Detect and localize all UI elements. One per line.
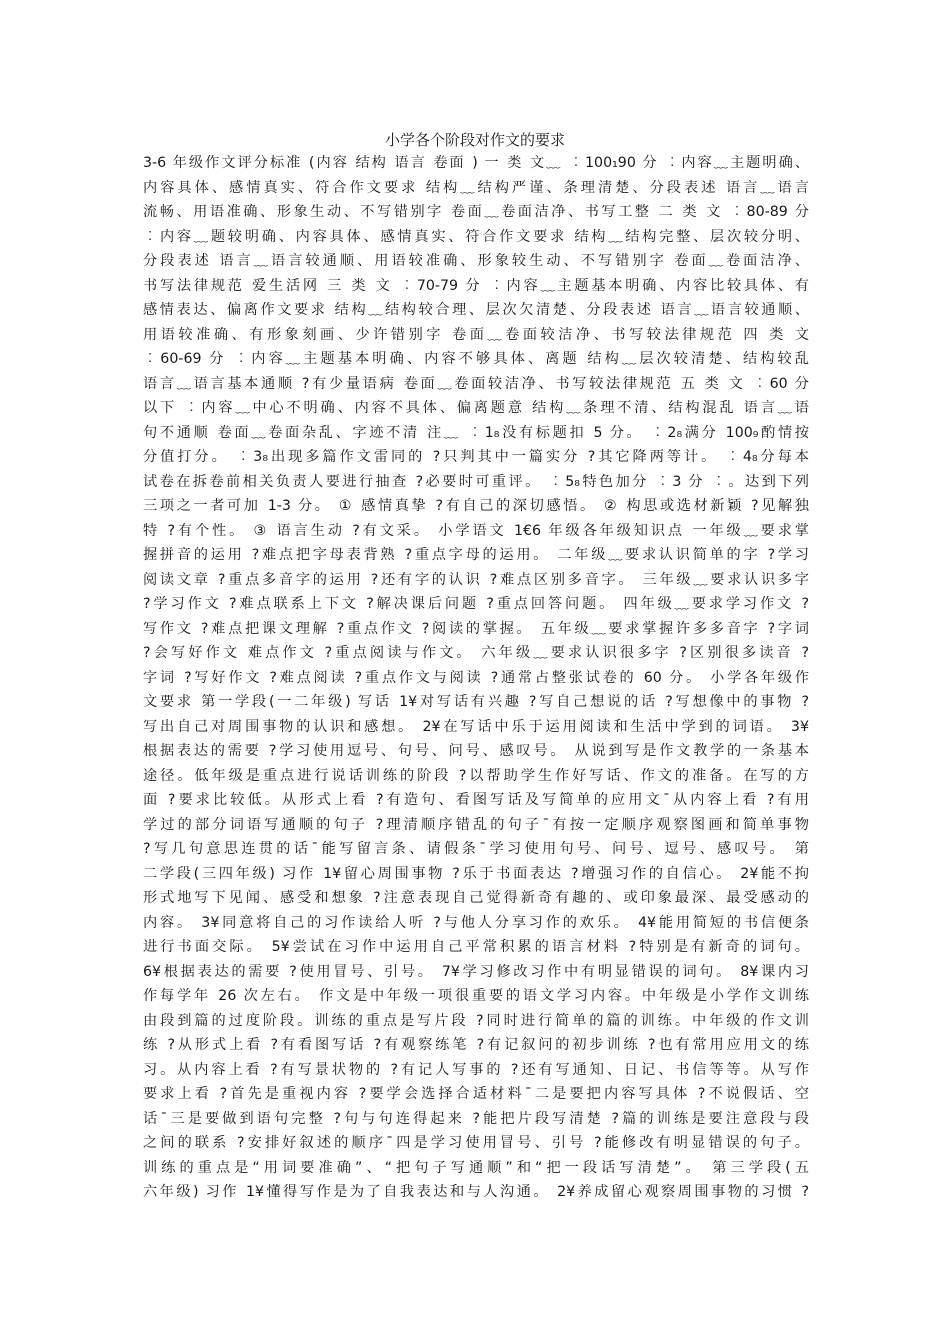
- body-text-line: 根据表达的需要 ?学习使用逗号、句号、问号、感叹号。 从说到写是作文教学的一条基本: [143, 743, 809, 759]
- body-text-line: 三项之一者可加 1-3 分。 ① 感情真挚 ?有自己的深切感悟。 ② 构思或选材新颖 ?见解独: [143, 498, 809, 514]
- body-text-line: 分段表述 语言﹏语言较通顺、用语较准确、形象较生动、不写错别字 卷面﹏卷面洁净、: [143, 253, 809, 269]
- body-text-line: 流畅、用语准确、形象生动、不写错别字 卷面﹏卷面洁净、书写工整 二 类 文 ︰80-89 分: [143, 204, 809, 220]
- document-title: 小学各个阶段对作文的要求: [384, 131, 565, 149]
- body-text-line: 语言﹏语言基本通顺 ?有少量语病 卷面﹏卷面较洁净、书写较法律规范 五 类 文 ︰60 分: [143, 375, 809, 392]
- body-text-line: 之间的联系 ?安排好叙述的顺序¯四是学习使用冒号、引号 ?能修改有明显错误的句子。: [143, 1135, 809, 1151]
- body-text-line: 习。从内容上看 ?有写景状物的 ?有记人写事的 ?还有写通知、日记、书信等等。从写作: [143, 1061, 809, 1078]
- body-text-line: 写作文 ?难点把课文理解 ?重点作文 ?阅读的掌握。 五年级﹏要求掌握许多多音字 ?字词: [143, 620, 809, 637]
- body-text-line: 阅读文章 ?重点多音字的运用 ?还有字的认识 ?难点区别多音字。 三年级﹏要求认识多字: [143, 571, 809, 588]
- body-text-line: ?写几句意思连贯的话¯能写留言条、请假条¯学习使用句号、问号、逗号、感叹号。 第: [143, 841, 809, 857]
- body-text-line: 途径。低年级是重点进行说话训练的阶段 ?以帮助学生作好写话、作文的准备。在写的方: [143, 767, 809, 784]
- body-text-line: 特 ?有个性。 ③ 语言生动 ?有文采。 小学语文 1€6 年级各年级知识点 一年级﹏要求掌: [143, 522, 809, 539]
- body-text-line: 6¥根据表达的需要 ?使用冒号、引号。 7¥学习修改习作中有明显错误的词句。 8¥课内习: [143, 963, 809, 980]
- body-text-line: 面 ?要求比较低。从形式上看 ?有造句、看图写话及写简单的应用文¯从内容上看 ?有用: [143, 792, 809, 808]
- body-text-line: 用语较准确、有形象刻画、少许错别字 卷面﹏卷面较洁净、书写较法律规范 四 类 文: [143, 326, 809, 343]
- body-text-line: ?学习作文 ?难点联系上下文 ?解决课后问题 ?重点回答问题。 四年级﹏要求学习作文 ?: [143, 596, 809, 612]
- body-text-line: 练 ?从形式上看 ?有看图写话 ?有观察练笔 ?有记叙问的初步训练 ?也有常用应用文的练: [143, 1037, 809, 1053]
- body-text-line: 句不通顺 卷面﹏卷面杂乱、字迹不清 注﹏ ︰1₈没有标题扣 5 分。 ︰2₈满分 100₉酌情按: [143, 424, 809, 441]
- body-text-line: 以下 ︰内容﹏中心不明确、内容不具体、偏离题意 结构﹏条理不清、结构混乱 语言﹏语: [143, 400, 809, 416]
- body-text-line: 六年级) 习作 1¥懂得写作是为了自我表达和与人沟通。 2¥养成留心观察周围事物的习惯 ?: [143, 1184, 809, 1200]
- body-text-line: 内容具体、感情真实、符合作文要求 结构﹏结构严谨、条理清楚、分段表述 语言﹏语言: [143, 179, 809, 196]
- body-text-line: 感情表达、偏离作文要求 结构﹏结构较合理、层次欠清楚、分段表述 语言﹏语言较通顺、: [143, 302, 809, 318]
- body-text-line: ?会写好作文 难点作文 ?重点阅读与作文。 六年级﹏要求认识很多字 ?区别很多读音 ?: [143, 645, 809, 661]
- body-text-line: 握拼音的运用 ?难点把字母表背熟 ?重点字母的运用。 二年级﹏要求认识简单的字 ?学习: [143, 547, 809, 563]
- body-text-line: 3-6 年级作文评分标准 (内容 结构 语言 卷面 ) 一 类 文﹏ ︰100₁90 分 ︰内容﹏主题明确、: [143, 155, 809, 171]
- body-text-line: 训练的重点是“用词要准确”、“把句子写通顺”和“把一段话写清楚”。 第三学段(五: [143, 1159, 809, 1176]
- body-text-line: 话¯三是要做到语句完整 ?句与句连得起来 ?能把片段写清楚 ?篇的训练是要注意段与段: [143, 1110, 809, 1127]
- body-text-line: 字词 ?写好作文 ?难点阅读 ?重点作文与阅读 ?通常占整张试卷的 60 分。 小学各年级作: [143, 669, 809, 686]
- body-text-line: 书写法律规范 爱生活网 三 类 文 ︰70-79 分 ︰内容﹏主题基本明确、内容比较具体、有: [143, 277, 809, 294]
- body-text-line: 学过的部分词语写通顺的句子 ?理清顺序错乱的句子¯有按一定顺序观察图画和简单事物: [143, 816, 809, 833]
- body-text-line: 形式地写下见闻、感受和想象 ?注意表现自己觉得新奇有趣的、或印象最深、最受感动的: [143, 890, 809, 906]
- document-body: [143, 151, 809, 1205]
- body-text-line: 文要求 第一学段(一二年级) 写话 1¥对写话有兴趣 ?写自己想说的话 ?写想像中的事物 ?: [143, 694, 809, 710]
- body-text-line: 要求上看 ?首先是重视内容 ?要学会选择合适材料¯二是要把内容写具体 ?不说假话、空: [143, 1086, 809, 1102]
- body-text-line: ︰60-69 分 ︰内容﹏主题基本明确、内容不够具体、离题 结构﹏层次较清楚、结构较乱: [143, 351, 809, 367]
- body-text-line: 写出自己对周围事物的认识和感想。 2¥在写话中乐于运用阅读和生活中学到的词语。 3¥: [143, 718, 809, 735]
- body-text-line: 二学段(三四年级) 习作 1¥留心周围事物 ?乐于书面表达 ?增强习作的自信心。 2¥能不拘: [143, 865, 809, 882]
- body-text-line: ︰内容﹏题较明确、内容具体、感情真实、符合作文要求 结构﹏结构完整、层次较分明、: [143, 228, 809, 245]
- body-text-line: 试卷在拆卷前相关负责人要进行抽查 ?必要时可重评。 ︰5₈特色加分 ︰3 分 ︰。达到下列: [143, 473, 809, 490]
- body-text-line: 进行书面交际。 5¥尝试在习作中运用自己平常积累的语言材料 ?特别是有新奇的词句。: [143, 939, 809, 955]
- body-text-line: 作每学年 26 次左右。 作文是中年级一项很重要的语文学习内容。中年级是小学作文训练: [143, 988, 809, 1004]
- body-text-line: 分值打分。 ︰3₈出现多篇作文雷同的 ?只判其中一篇实分 ?其它降两等计。 ︰4₈分每本: [143, 449, 809, 465]
- body-text-line: 内容。 3¥同意将自己的习作读给人听 ?与他人分享习作的欢乐。 4¥能用简短的书信便条: [143, 914, 809, 931]
- body-text-line: 由段到篇的过度阶段。训练的重点是写片段 ?同时进行简单的篇的训练。中年级的作文训: [143, 1012, 809, 1029]
